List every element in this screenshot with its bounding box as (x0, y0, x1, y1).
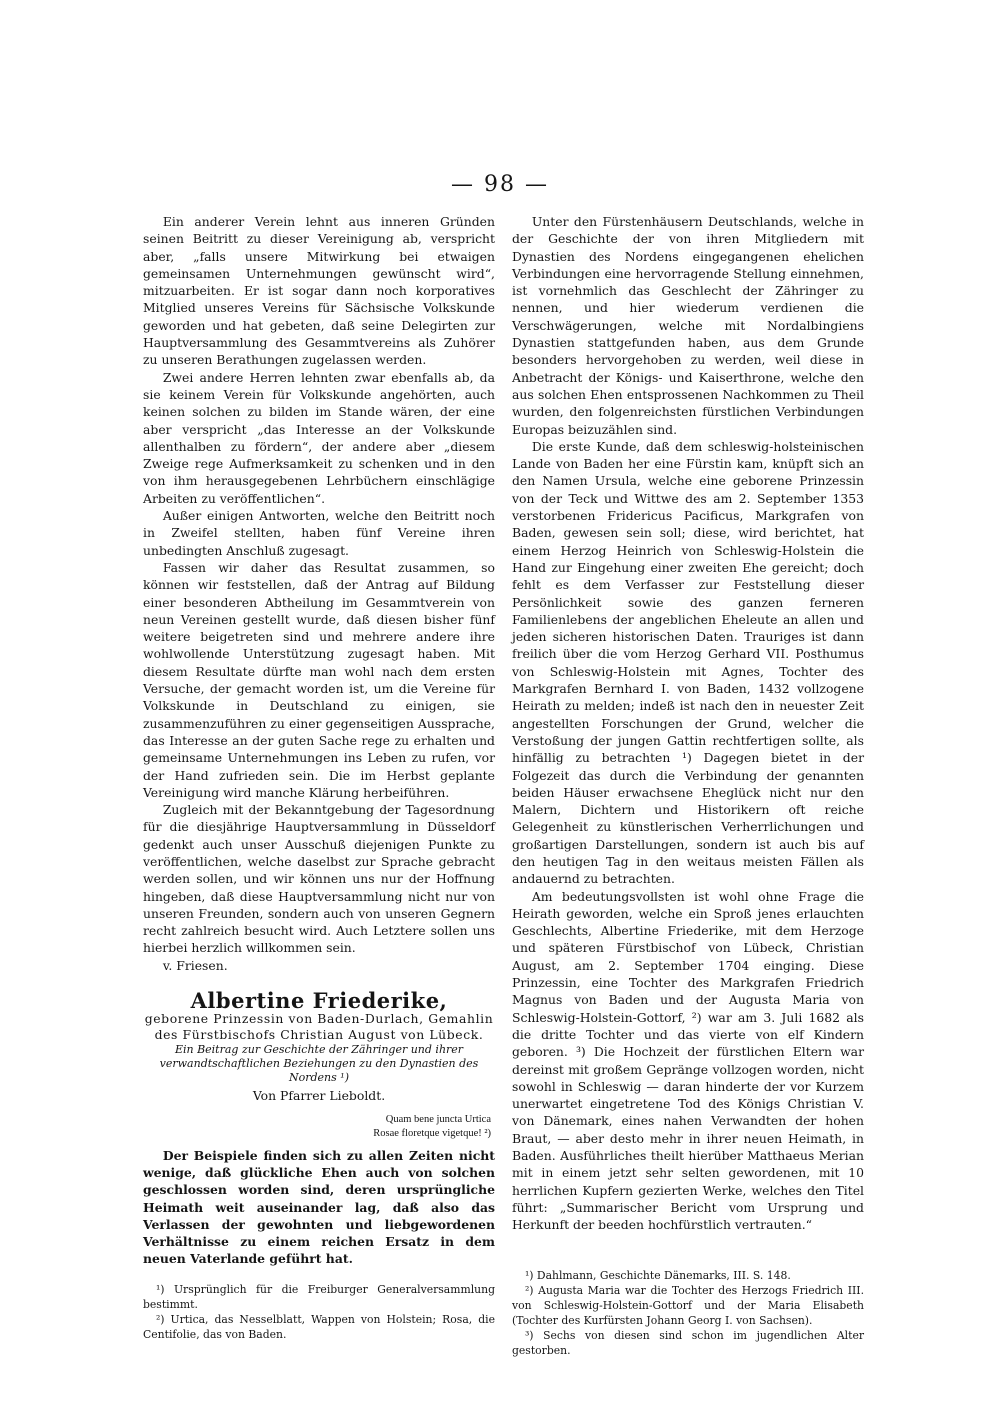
footnote: ¹) Ursprünglich für die Freiburger Generalversammlung bestimmt. (143, 1282, 495, 1311)
footnote: ¹) Dahlmann, Geschichte Dänemarks, III. S. 148. (524, 1268, 791, 1282)
paragraph: Fassen wir daher das Resultat zusammen, so können wir feststellen, daß der Antrag auf Bildung einer besonderen Abtheilung im Gesammtverein von neun Vereinen gestellt wurde, daß diesen bisher fünf weitere beigetreten sind und mehrere andere ihre wohlwollende Unterstützung zugesagt haben. Mit diesem Resultate dürfte man wohl nach dem ersten Versuche, der gemacht worden ist, um die Vereine für Volkskunde in Deutschland zu einigen, sie zusammenzuführen zu einer gegenseitigen Aussprache, das Interesse an der guten Sache rege zu erhalten und gemeinsame Unternehmungen ins Leben zu rufen, vor der Hand zufrieden sein. Die im Herbst geplante Vereinigung wird manche Klärung herbeiführen. (143, 559, 495, 800)
footnotes-left (143, 1282, 495, 1342)
paragraph: Zwei andere Herren lehnten zwar ebenfalls ab, da sie keinem Verein für Volkskunde angehörten, auch keinen solchen zu bilden im Stande wären, der eine aber verspricht „das Interesse an der Volkskunde allenthalben zu fördern“, der andere aber „diesem Zweige rege Aufmerksamkeit zu schenken und in den von ihm herausgegebenen Lehrbüchern einschlägige Arbeiten zu veröffentlichen“. (143, 369, 495, 506)
paragraph: Ein anderer Verein lehnt aus inneren Gründen seinen Beitritt zu dieser Vereinigung ab, verspricht aber, „falls unsere Mitwirkung bei etwaigen gemeinsamen Unternehmungen gewünscht wird“, mitzuarbeiten. Er ist sogar dann noch korporatives Mitglied unseres Vereins für Sächsische Volkskunde geworden und hat gebeten, daß seine Delegirten zur Hauptversammlung des Gesammtvereins als Zuhörer zu unseren Berathungen zugelassen werden. (143, 214, 495, 368)
motto-line: Rosae floretque vigetque! ²) (373, 1127, 491, 1139)
footnotes-right (512, 1268, 864, 1358)
article-title: Albertine Friederike, (190, 988, 448, 1014)
article-opening: Der Beispiele finden sich zu allen Zeiten nicht wenige, daß glückliche Ehen auch von solchen geschlossen worden sind, deren ursprüngliche Heimath weit auseinander lag, daß also das Verlassen der gewohnten und liebgewordenen Verhältnisse zu einem reichen Ersatz in dem neuen Vaterlande geführt hat. (143, 1147, 495, 1267)
paragraph: Außer einigen Antworten, welche den Beitritt noch in Zweifel stellten, haben fünf Vereine ihren unbedingten Anschluß zugesagt. (143, 508, 495, 558)
paragraph: Die erste Kunde, daß dem schleswig-holsteinischen Lande von Baden her eine Fürstin kam, knüpft sich an den Namen Ursula, welche eine geborene Prinzessin von der Teck und Wittwe des am 2. September 1353 verstorbenen Fridericus Pacificus, Markgrafen von Baden, gewesen sein soll; diese, wird berichtet, hat einem Herzog Heinrich von Schleswig-Holstein die Hand zur Eingehung einer zweiten Ehe gereicht; doch fehlt es dem Verfasser zur Feststellung dieser Persönlichkeit sowie des ganzen ferneren Familienlebens der angeblichen Eheleute an allen und jeden sicheren historischen Daten. Trauriges ist dann freilich über die vom Herzog Gerhard VII. Posthumus von Schleswig-Holstein mit Agnes, Tochter des Markgrafen Bernhard I. von Baden, 1432 vollzogene Heirath zu melden; indeß ist nach den in neuester Zeit angestellten Forschungen der Grund, welcher die Verstoßung der jungen Gattin rechtfertigen sollte, als hinfällig zu betrachten ¹) Dagegen bietet in der Folgezeit das durch die Verbindung der genannten beiden Häuser erwachsene Eheglück nicht nur den Malern, Dichtern und Historikern oft reiche Gelegenheit zu künstlerischen Verherrlichungen und großartigen Darstellungen, sondern ist auch bis auf den heutigen Tag in den weitaus meisten Fällen als andauernd zu betrachten. (512, 438, 864, 887)
footnote: ³) Sechs von diesen sind schon im jugendlichen Alter gestorben. (512, 1328, 864, 1357)
page-number: — 98 — (451, 172, 549, 197)
footnote: ²) Augusta Maria war die Tochter des Herzogs Friedrich III. von Schleswig-Holstein-Gottorf und der Maria Elisabeth (Tochter des Kurfürsten Johann Georg I. von Sachsen). (512, 1283, 864, 1327)
paragraph: Zugleich mit der Bekanntgebung der Tagesordnung für die diesjährige Hauptversammlung in Düsseldorf gedenkt auch unser Ausschuß diejenigen Punkte zu veröffentlichen, welche daselbst zur Sprache gebracht werden sollen, und wir können uns nur der Hoffnung hingeben, daß diese Hauptversammlung nicht nur von unseren Freunden, sondern auch von unseren Gegnern recht zahlreich besucht wird. Auch Letztere sollen uns hierbei herzlich willkommen sein. (143, 802, 495, 956)
left-column (143, 213, 495, 1342)
article-subtitle: geborene Prinzessin von Baden-Durlach, Gemahlin des Fürstbischofs Christian August von Lübeck. (144, 1011, 494, 1043)
paragraph: Unter den Fürstenhäusern Deutschlands, welche in der Geschichte der von ihren Mitgliedern mit Dynastien des Nordens eingegangenen ehelichen Verbindungen eine hervorragende Stellung einnehmen, ist vornehmlich das Geschlecht der Zähringer zu nennen, und hier wiederum verdienen die Verschwägerungen, welche mit Nordalbingiens Dynastien stattgefunden haben, aus dem Grunde besonders hervorgehoben zu werden, weil diese in Anbetracht der Königs- und Kaiserthrone, welche den aus solchen Ehen entsprossenen Nachkommen zu Theil wurden, den folgenreichsten fürstlichen Verbindungen Europas beizuzählen sind. (512, 214, 864, 437)
motto (143, 1113, 495, 1141)
article-author: Von Pfarrer Lieboldt. (252, 1088, 386, 1104)
paragraph: Am bedeutungsvollsten ist wohl ohne Frage die Heirath geworden, welche ein Sproß jenes erlauchten Geschlechts, Albertine Friederike, mit dem Herzoge und späteren Fürstbischof von Lübeck, Christian August, am 2. September 1704 einging. Diese Prinzessin, eine Tochter des Markgrafen Friedrich Magnus von Baden und der Augusta Maria von Schleswig-Holstein-Gottorf, ²) war am 3. Juli 1682 als die dritte Tochter und das vierte von elf Kindern geboren. ³) Die Hochzeit der fürstlichen Eltern war dereinst mit großem Gepränge vollzogen worden, nicht sowohl in Schleswig — daran hinderte der vor Kurzem unerwartet eingetretene Tod des Königs Christian V. von Dänemark, eines nahen Verwandten der hohen Braut, — aber desto mehr in ihrer neuen Heimath, in Baden. Ausführliches theilt hierüber Matthaeus Merian mit in einem jetzt sehr selten gewordenen, mit 10 herrlichen Kupfern gezierten Werke, welches den Titel führt: „Summarischer Bericht vom Ursprung und Herkunft der beeden hochfürstlich vertrauten.“ (512, 888, 864, 1233)
footnote: ²) Urtica, das Nesselblatt, Wappen von Holstein; Rosa, die Centifolie, das von Baden. (143, 1312, 495, 1341)
motto-line: Quam bene juncta Urtica (385, 1113, 491, 1125)
right-column (512, 213, 864, 1358)
article-note: Ein Beitrag zur Geschichte der Zähringer und ihrer verwandtschaftlichen Beziehungen zu den Dynastien des Nordens ¹) (159, 1043, 479, 1085)
signature: v. Friesen. (162, 957, 228, 973)
